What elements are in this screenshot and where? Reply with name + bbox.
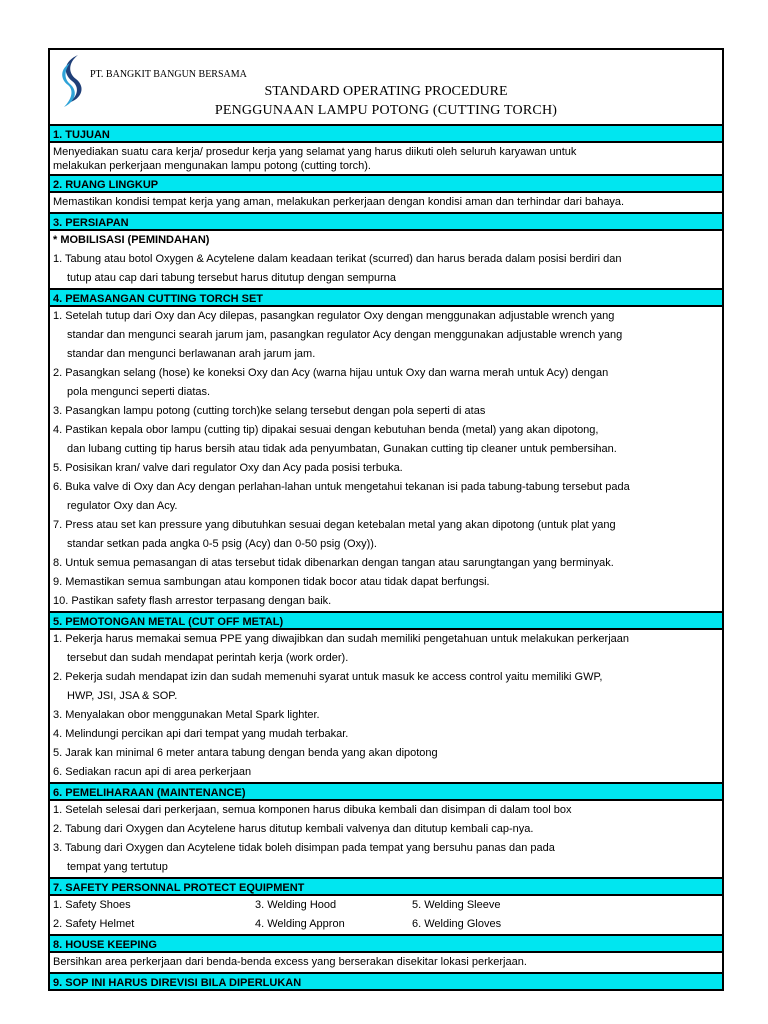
section-body-ppe [50, 896, 722, 934]
section-heading-ppe: 7. SAFETY PERSONNAL PROTECT EQUIPMENT [50, 877, 722, 896]
section-body-persiapan [50, 231, 722, 288]
list-item: 1. Setelah tutup dari Oxy dan Acy dilepas, pasangkan regulator Oxy dengan menggunakan adjustable wrench yang [53, 310, 615, 322]
sop-document [48, 48, 724, 991]
list-item-cont: standar dan mengunci berlawanan arah jarum jam. [67, 348, 316, 360]
section-heading-pemasangan: 4. PEMASANGAN CUTTING TORCH SET [50, 288, 722, 307]
text-line: Bersihkan area perkerjaan dari benda-benda excess yang berserakan disekitar lokasi perkerjaan. [53, 956, 527, 968]
list-item: 4. Pastikan kepala obor lampu (cutting tip) dipakai sesuai dengan kebutuhan benda (metal) yang akan dipotong, [53, 424, 599, 436]
list-item: 4. Melindungi percikan api dari tempat yang mudah terbakar. [53, 728, 349, 740]
document-header [50, 50, 722, 124]
list-item: 2. Pekerja sudah mendapat izin dan sudah memenuhi syarat untuk masuk ke access control yaitu memiliki GWP, [53, 671, 603, 683]
list-item-cont: HWP, JSI, JSA & SOP. [67, 690, 178, 702]
list-item: 5. Posisikan kran/ valve dari regulator Oxy dan Acy pada posisi terbuka. [53, 462, 403, 474]
section-heading-pemeliharaan: 6. PEMELIHARAAN (MAINTENANCE) [50, 782, 722, 801]
list-item: 10. Pastikan safety flash arrestor terpasang dengan baik. [53, 595, 332, 607]
ppe-item: 3. Welding Hood [255, 899, 337, 911]
list-item: 3. Pasangkan lampu potong (cutting torch)ke selang tersebut dengan pola seperti di atas [53, 405, 486, 417]
list-item: 8. Untuk semua pemasangan di atas tersebut tidak dibenarkan dengan tangan atau sarungtangan yang berminyak. [53, 557, 614, 569]
text-line: Menyediakan suatu cara kerja/ prosedur kerja yang selamat yang harus diikuti oleh seluruh karyawan untuk [53, 146, 577, 158]
list-item: 6. Buka valve di Oxy dan Acy dengan perlahan-lahan untuk mengetahui tekanan isi pada tabung-tabung tersebut pada [53, 481, 630, 493]
section-body-pemasangan [50, 307, 722, 611]
section-heading-pemotongan: 5. PEMOTONGAN METAL (CUT OFF METAL) [50, 611, 722, 630]
list-item: 3. Menyalakan obor menggunakan Metal Spark lighter. [53, 709, 320, 721]
ppe-item: 4. Welding Appron [255, 918, 345, 930]
list-item: 1. Pekerja harus memakai semua PPE yang diwajibkan dan sudah memiliki pengetahuan untuk melakukan perkerjaan [53, 633, 629, 645]
list-item: 7. Press atau set kan pressure yang dibutuhkan sesuai degan ketebalan metal yang akan dipotong (untuk plat yang [53, 519, 616, 531]
list-item-cont: regulator Oxy dan Acy. [67, 500, 178, 512]
section-body-house-keeping [50, 953, 722, 972]
list-item: 9. Memastikan semua sambungan atau komponen tidak bocor atau tidak dapat berfungsi. [53, 576, 490, 588]
list-item-cont: tersebut dan sudah mendapat perintah kerja (work order). [67, 652, 349, 664]
ppe-row [50, 915, 722, 934]
text-line: 1. Tabung atau botol Oxygen & Acytelene dalam keadaan terikat (scurred) dan harus berada dalam posisi berdiri dan [53, 253, 622, 265]
text-line: tutup atau cap dari tabung tersebut harus ditutup dengan sempurna [67, 272, 397, 284]
list-item-cont: standar setkan pada angka 0-5 psig (Acy) dan 0-50 psig (Oxy)). [67, 538, 377, 550]
list-item: 1. Setelah selesai dari perkerjaan, semua komponen harus dibuka kembali dan disimpan di dalam tool box [53, 804, 572, 816]
section-heading-persiapan: 3. PERSIAPAN [50, 212, 722, 231]
section-body-pemeliharaan [50, 801, 722, 877]
company-name: PT. BANGKIT BANGUN BERSAMA [90, 69, 247, 80]
list-item: 5. Jarak kan minimal 6 meter antara tabung dengan benda yang akan dipotong [53, 747, 438, 759]
list-item: 2. Tabung dari Oxygen dan Acytelene harus ditutup kembali valvenya dan ditutup kembali cap-nya. [53, 823, 534, 835]
list-item-cont: tempat yang tertutup [67, 861, 168, 873]
ppe-item: 2. Safety Helmet [53, 918, 135, 930]
list-item-cont: dan lubang cutting tip harus bersih atau tidak ada penyumbatan, Gunakan cutting tip cleaner untuk pembersihan. [67, 443, 617, 455]
list-item-cont: pola mengunci seperti diatas. [67, 386, 211, 398]
list-item-cont: standar dan mengunci searah jarum jam, pasangkan regulator Acy dengan menggunakan adjustable wrench yang [67, 329, 623, 341]
ppe-item: 5. Welding Sleeve [412, 899, 501, 911]
text-line: melakukan perkerjaan mengunakan lampu potong (cutting torch). [53, 160, 371, 172]
section-heading-ruang-lingkup: 2. RUANG LINGKUP [50, 174, 722, 193]
subheading-mobilisasi: * MOBILISASI (PEMINDAHAN) [53, 234, 210, 246]
section-body-ruang-lingkup [50, 193, 722, 212]
section-body-tujuan [50, 143, 722, 174]
page-title: STANDARD OPERATING PROCEDURE [264, 84, 508, 99]
section-heading-tujuan: 1. TUJUAN [50, 124, 722, 143]
section-body-pemotongan [50, 630, 722, 782]
ppe-item: 6. Welding Gloves [412, 918, 502, 930]
list-item: 3. Tabung dari Oxygen dan Acytelene tidak boleh disimpan pada tempat yang bersuhu panas dan pada [53, 842, 555, 854]
list-item: 2. Pasangkan selang (hose) ke koneksi Oxy dan Acy (warna hijau untuk Oxy dan warna merah untuk Acy) dengan [53, 367, 609, 379]
section-heading-house-keeping: 8. HOUSE KEEPING [50, 934, 722, 953]
list-item: 6. Sediakan racun api di area perkerjaan [53, 766, 252, 778]
ppe-item: 1. Safety Shoes [53, 899, 131, 911]
ppe-row [50, 896, 722, 915]
page-subtitle: PENGGUNAAN LAMPU POTONG (CUTTING TORCH) [214, 103, 558, 118]
section-heading-revisi: 9. SOP INI HARUS DIREVISI BILA DIPERLUKAN [50, 972, 722, 991]
text-line: Memastikan kondisi tempat kerja yang aman, melakukan perkerjaan dengan kondisi aman dan terhindar dari bahaya. [53, 196, 625, 208]
